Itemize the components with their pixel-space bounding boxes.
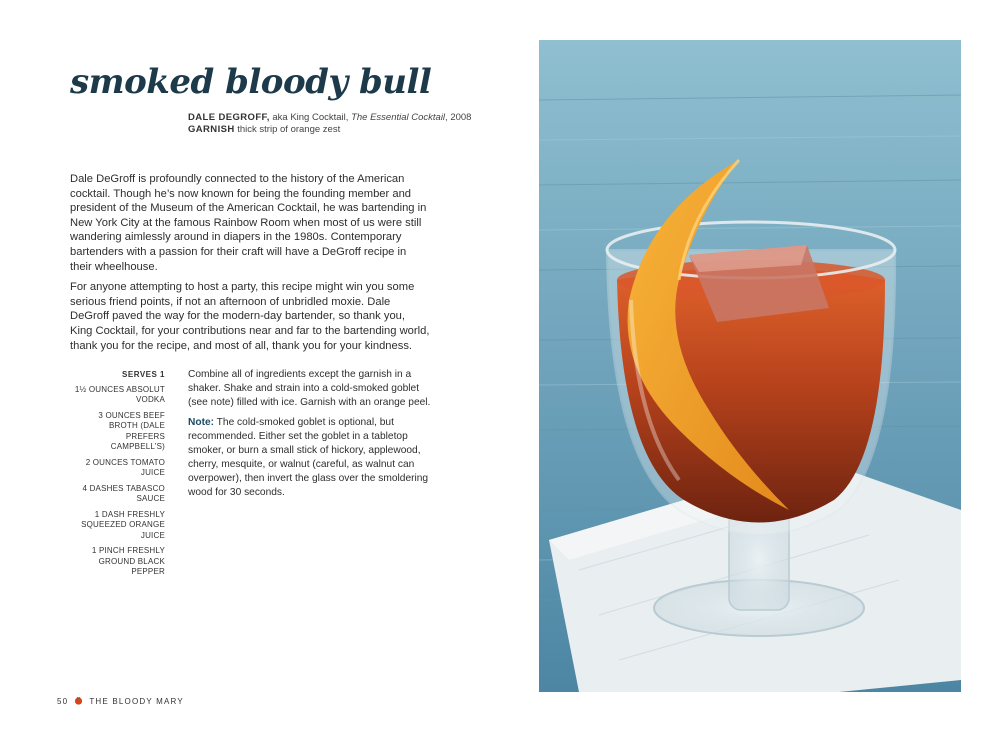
garnish-line — [188, 124, 471, 136]
ingredient-item: 1 DASH FRESHLY SQUEEZED ORANGE JUICE — [81, 509, 165, 540]
source-year: , 2008 — [445, 112, 472, 123]
garnish-label: GARNISH — [188, 124, 235, 135]
intro-paragraph: For anyone attempting to host a party, this recipe might win you some serious friend points, if not an afternoon of unbridled moxie. Dale DeGroff paved the way for the modern-day bartender, so thank you, King Cocktail, for your contributions near and far to the bartending world, thank you for the recipe, and most of all, thank you for your kindness. — [70, 281, 430, 352]
ingredient-item: 1 PINCH FRESHLY GROUND BLACK PEPPER — [91, 546, 165, 576]
tomato-icon — [74, 696, 83, 707]
ingredient-item: 3 OUNCES BEEF BROTH (DALE PREFERS CAMPBELL’S) — [98, 410, 165, 451]
ingredient-item: 4 DASHES TABASCO SAUCE — [82, 483, 165, 503]
note — [188, 416, 433, 500]
garnish-text: thick strip of orange zest — [234, 124, 341, 135]
cocktail-photo — [539, 40, 961, 692]
author-line — [188, 112, 471, 124]
note-label: Note: — [188, 417, 215, 428]
page-number: 50 — [57, 697, 69, 706]
note-text: The cold-smoked goblet is optional, but recommended. Either set the goblet in a tabletop smoker, or burn a small stick of hickory, applewood, cherry, mesquite, or walnut (careful, as walnut can overpower), then invert the glass over the smoldering wood for 30 seconds. — [188, 417, 429, 498]
method-text — [188, 368, 433, 506]
intro-text — [70, 172, 430, 359]
ingredient-item: 2 OUNCES TOMATO JUICE — [85, 457, 165, 477]
page-footer — [57, 696, 184, 707]
ingredient-list — [70, 370, 165, 583]
recipe-credits — [188, 112, 471, 136]
intro-paragraph: Dale DeGroff is profoundly connected to the history of the American cocktail. Though he’s now known for being the founding member and president of the Museum of the American Cocktail, he was bartending in New York City at the famous Rainbow Room when most of us were still wandering aimlessly around in diapers in the 1980s. Contemporary bartenders with a passion for their craft will have a DeGroff recipe in their wheelhouse. — [70, 173, 427, 273]
section-name: THE BLOODY MARY — [89, 697, 184, 706]
source-title: The Essential Cocktail — [351, 112, 446, 123]
recipe-title: smoked bloody bull — [70, 62, 432, 102]
author-alias: aka King Cocktail, — [269, 112, 352, 123]
author-name: DALE DEGROFF, — [188, 112, 270, 123]
ingredient-item: 1½ OUNCES ABSOLUT VODKA — [74, 384, 165, 404]
directions: Combine all of ingredients except the garnish in a shaker. Shake and strain into a cold-smoked goblet (see note) filled with ice. Garnish with an orange peel. — [188, 369, 431, 408]
serves-count: SERVES 1 — [122, 370, 165, 379]
